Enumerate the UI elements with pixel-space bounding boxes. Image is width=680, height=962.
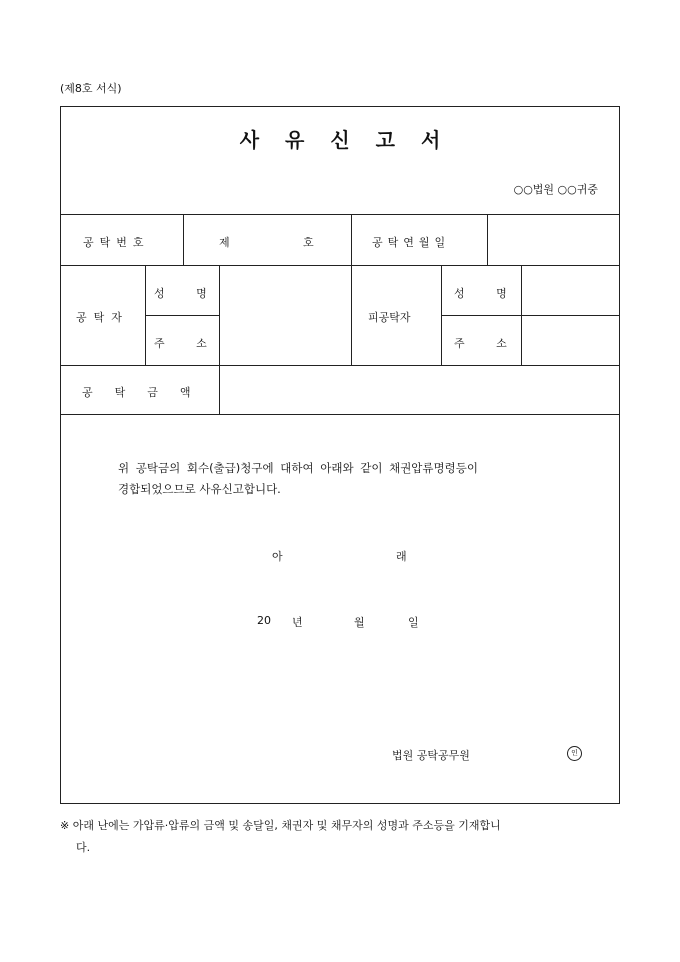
form-number: (제8호 서식): [60, 82, 122, 95]
deposit-amount-field[interactable]: [220, 367, 618, 413]
deposit-date-label: 공탁연월일: [372, 236, 451, 249]
deposit-date-field[interactable]: [488, 216, 618, 262]
depositee-address-field[interactable]: [522, 317, 618, 363]
depositee-label: 피공탁자: [368, 311, 411, 324]
deposit-number-suffix: 호: [303, 236, 314, 249]
depositee-address-label: 주 소: [454, 337, 507, 350]
divider: [441, 265, 442, 365]
footnote-line-1: ※ 아래 난에는 가압류·압류의 금액 및 송달일, 채권자 및 채무자의 성명과 주소등을 기재합니: [60, 819, 501, 832]
divider: [351, 214, 352, 365]
below-heading-a: 아: [272, 550, 283, 563]
below-heading-b: 래: [396, 550, 407, 563]
depositor-name-field[interactable]: [220, 267, 348, 313]
date-day-unit: 일: [408, 616, 419, 629]
declaration-line-1: 위 공탁금의 회수(출급)청구에 대하여 아래와 같이 채권압류명령등이: [118, 461, 478, 475]
divider: [61, 414, 619, 415]
date-month-unit: 월: [354, 616, 365, 629]
signature-label: 법원 공탁공무원: [392, 749, 470, 762]
depositor-label: 공탁자: [76, 311, 129, 324]
divider: [61, 214, 619, 215]
divider: [441, 315, 619, 316]
depositor-address-label: 주 소: [154, 337, 207, 350]
divider: [61, 365, 619, 366]
form-frame: [60, 106, 620, 804]
declaration-text: [118, 458, 588, 500]
date-year-unit: 년: [292, 616, 303, 629]
deposit-number-field[interactable]: [232, 216, 298, 262]
divider: [145, 265, 146, 365]
depositor-address-field[interactable]: [220, 317, 348, 363]
seal-mark: 인: [567, 746, 582, 761]
declaration-line-2: 경합되었으므로 사유신고합니다.: [118, 482, 281, 496]
footnote-line-2: 다.: [76, 841, 91, 854]
document-title: 사유신고서: [239, 128, 467, 152]
depositee-name-field[interactable]: [522, 267, 618, 313]
divider: [145, 315, 219, 316]
deposit-number-prefix: 제: [219, 236, 230, 249]
deposit-number-label: 공탁번호: [83, 236, 150, 249]
deposit-amount-label: 공탁금액: [82, 386, 213, 399]
footnote: [60, 815, 630, 859]
date-year: 20: [257, 614, 271, 627]
court-addressee: ○○법원 ○○귀중: [513, 183, 598, 196]
depositor-name-label: 성 명: [154, 287, 207, 300]
divider: [183, 214, 184, 265]
depositee-name-label: 성 명: [454, 287, 507, 300]
